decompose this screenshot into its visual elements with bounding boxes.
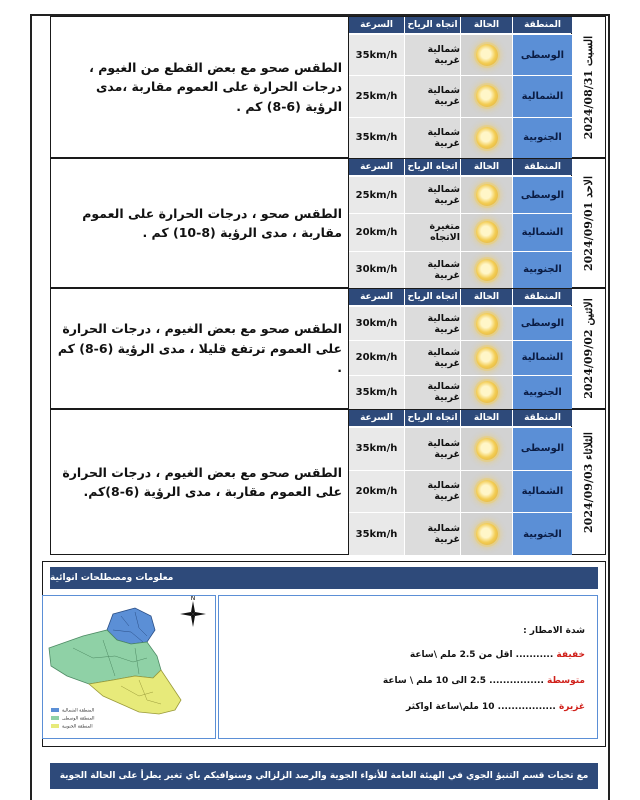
compass-icon (180, 596, 206, 627)
wind-speed: 25km/h (349, 177, 405, 213)
region-name: الوسطى (513, 177, 573, 213)
weather-state (461, 35, 513, 75)
wind-direction: شمالية غربية (405, 76, 461, 116)
header-state: الحالة (461, 410, 513, 426)
wind-direction: شمالية غربية (405, 513, 461, 555)
day-description: الطقس صحو ، درجات الحرارة على العموم مقاربة ، مدى الرؤية (8-10) كم . (82, 205, 342, 240)
sun-icon (476, 85, 498, 107)
sun-icon (476, 127, 498, 149)
header-speed: السرعة (349, 410, 405, 426)
table-row (349, 512, 573, 555)
day-block (50, 409, 572, 555)
wind-direction: شمالية غربية (405, 35, 461, 75)
rain-intensity-box (218, 595, 598, 739)
wind-speed: 35km/h (349, 428, 405, 470)
rain-heavy-label: غزيرة (558, 702, 585, 712)
grid-header (349, 159, 573, 175)
day-date: السبت 2024/08/31 (582, 35, 595, 139)
info-title-bar (50, 567, 598, 589)
header-speed: السرعة (349, 17, 405, 33)
day-grid (349, 159, 573, 287)
table-row (349, 75, 573, 116)
sun-icon (476, 381, 498, 403)
wind-speed: 35km/h (349, 513, 405, 555)
wind-speed: 20km/h (349, 214, 405, 250)
header-region: المنطقة (513, 17, 573, 33)
legend-south: المنطقة الجنوبية (62, 724, 93, 730)
weather-state (461, 513, 513, 555)
legend-central: المنطقة الوسطى (62, 716, 95, 722)
rain-moderate (383, 676, 585, 686)
day-block (50, 288, 572, 409)
region-name: الشمالية (513, 214, 573, 250)
day-date-cell (572, 16, 606, 158)
region-name: الجنوبية (513, 118, 573, 158)
day-date-cell (572, 409, 606, 555)
table-row (349, 176, 573, 213)
table-row (349, 375, 573, 409)
wind-direction: شمالية غربية (405, 428, 461, 470)
wind-speed: 35km/h (349, 376, 405, 409)
sun-icon (476, 259, 498, 281)
header-state: الحالة (461, 159, 513, 175)
sun-icon (476, 184, 498, 206)
header-state: الحالة (461, 289, 513, 305)
sun-icon (476, 44, 498, 66)
sun-icon (476, 438, 498, 460)
day-date-cell (572, 158, 606, 288)
rain-light-label: خفيفة (556, 650, 585, 660)
wind-direction: شمالية غربية (405, 341, 461, 374)
sun-icon (476, 221, 498, 243)
region-name: الجنوبية (513, 513, 573, 555)
table-row (349, 117, 573, 158)
rain-moderate-label: متوسطة (547, 676, 585, 686)
weather-state (461, 471, 513, 513)
footer-text: مع تحيات قسم التنبؤ الجوي في الهيئة العامة للأنواء الجوية والرصد الزلزالي وسنوافيكم باي تغير يطرأ على الحالة الجوية (59, 771, 589, 781)
wind-direction: شمالية غربية (405, 471, 461, 513)
wind-direction: متغيرة الاتجاه (405, 214, 461, 250)
table-row (349, 213, 573, 250)
day-date: الاحد 2024/09/01 (582, 175, 595, 271)
wind-speed: 35km/h (349, 118, 405, 158)
footer-bar (50, 763, 598, 789)
header-direction: اتجاه الرياح (405, 17, 461, 33)
rain-title: شدة الامطار : (523, 626, 585, 636)
iraq-map (42, 595, 216, 739)
grid-header (349, 289, 573, 305)
region-name: الجنوبية (513, 376, 573, 409)
rain-heavy (406, 702, 585, 712)
wind-speed: 20km/h (349, 341, 405, 374)
header-region: المنطقة (513, 289, 573, 305)
weather-state (461, 76, 513, 116)
day-description-cell (51, 17, 349, 157)
day-description-cell (51, 159, 349, 287)
header-speed: السرعة (349, 289, 405, 305)
header-region: المنطقة (513, 159, 573, 175)
weather-state (461, 118, 513, 158)
header-direction: اتجاه الرياح (405, 289, 461, 305)
header-direction: اتجاه الرياح (405, 159, 461, 175)
day-description: الطقس صحو مع بعض الغيوم ، درجات الحرارة على العموم مقاربة ، مدى الرؤية (6-8)كم. (62, 464, 342, 499)
table-row (349, 306, 573, 340)
table-row (349, 470, 573, 513)
weather-state (461, 252, 513, 288)
wind-direction: شمالية غربية (405, 118, 461, 158)
region-name: الوسطى (513, 307, 573, 340)
region-name: الشمالية (513, 471, 573, 513)
weather-state (461, 214, 513, 250)
day-description: الطقس صحو مع بعض القطع من الغيوم ، درجات الحرارة على العموم مقاربة ،مدى الرؤية (6-8) كم . (89, 59, 342, 114)
weather-state (461, 376, 513, 409)
sun-icon (476, 523, 498, 545)
wind-speed: 30km/h (349, 252, 405, 288)
rain-moderate-text: ................ 2.5 الى 10 ملم \ ساعة (382, 676, 544, 686)
wind-direction: شمالية غربية (405, 376, 461, 409)
rain-light (410, 650, 585, 660)
day-date: الاثنين 2024/09/02 (582, 298, 595, 399)
rain-heavy-text: ................. 10 ملم\ساعة اواكثر (406, 702, 556, 712)
info-title: معلومات ومصطلحات انوائية (50, 573, 174, 583)
weather-state (461, 177, 513, 213)
day-description-cell (51, 289, 349, 408)
table-row (349, 34, 573, 75)
wind-direction: شمالية غربية (405, 177, 461, 213)
wind-speed: 30km/h (349, 307, 405, 340)
header-direction: اتجاه الرياح (405, 410, 461, 426)
day-grid (349, 289, 573, 408)
table-row (349, 340, 573, 374)
weather-state (461, 307, 513, 340)
region-name: الشمالية (513, 76, 573, 116)
wind-direction: شمالية غربية (405, 307, 461, 340)
region-name: الوسطى (513, 428, 573, 470)
day-block (50, 16, 572, 158)
weather-state (461, 341, 513, 374)
sun-icon (476, 347, 498, 369)
day-grid (349, 410, 573, 554)
day-block (50, 158, 572, 288)
grid-header (349, 17, 573, 33)
wind-speed: 20km/h (349, 471, 405, 513)
day-description-cell (51, 410, 349, 554)
sun-icon (476, 313, 498, 335)
header-region: المنطقة (513, 410, 573, 426)
grid-header (349, 410, 573, 426)
day-date: الثلاثاء 2024/09/03 (582, 431, 596, 533)
wind-direction: شمالية غربية (405, 252, 461, 288)
sun-icon (476, 480, 498, 502)
header-speed: السرعة (349, 159, 405, 175)
table-row (349, 251, 573, 288)
region-name: الوسطى (513, 35, 573, 75)
legend-north: المنطقة الشمالية (62, 708, 95, 714)
wind-speed: 35km/h (349, 35, 405, 75)
svg-text:N: N (190, 596, 196, 602)
iraq-map-graphic (43, 596, 214, 737)
weather-state (461, 428, 513, 470)
day-grid (349, 17, 573, 157)
table-row (349, 427, 573, 470)
region-name: الجنوبية (513, 252, 573, 288)
rain-light-text: ........... اقل من 2.5 ملم \ساعة (409, 650, 554, 660)
header-state: الحالة (461, 17, 513, 33)
region-name: الشمالية (513, 341, 573, 374)
day-date-cell (572, 288, 606, 409)
day-description: الطقس صحو مع بعض الغيوم ، درجات الحرارة على العموم ترتفع قليلا ، مدى الرؤية (6-8) كم . (57, 321, 342, 376)
wind-speed: 25km/h (349, 76, 405, 116)
